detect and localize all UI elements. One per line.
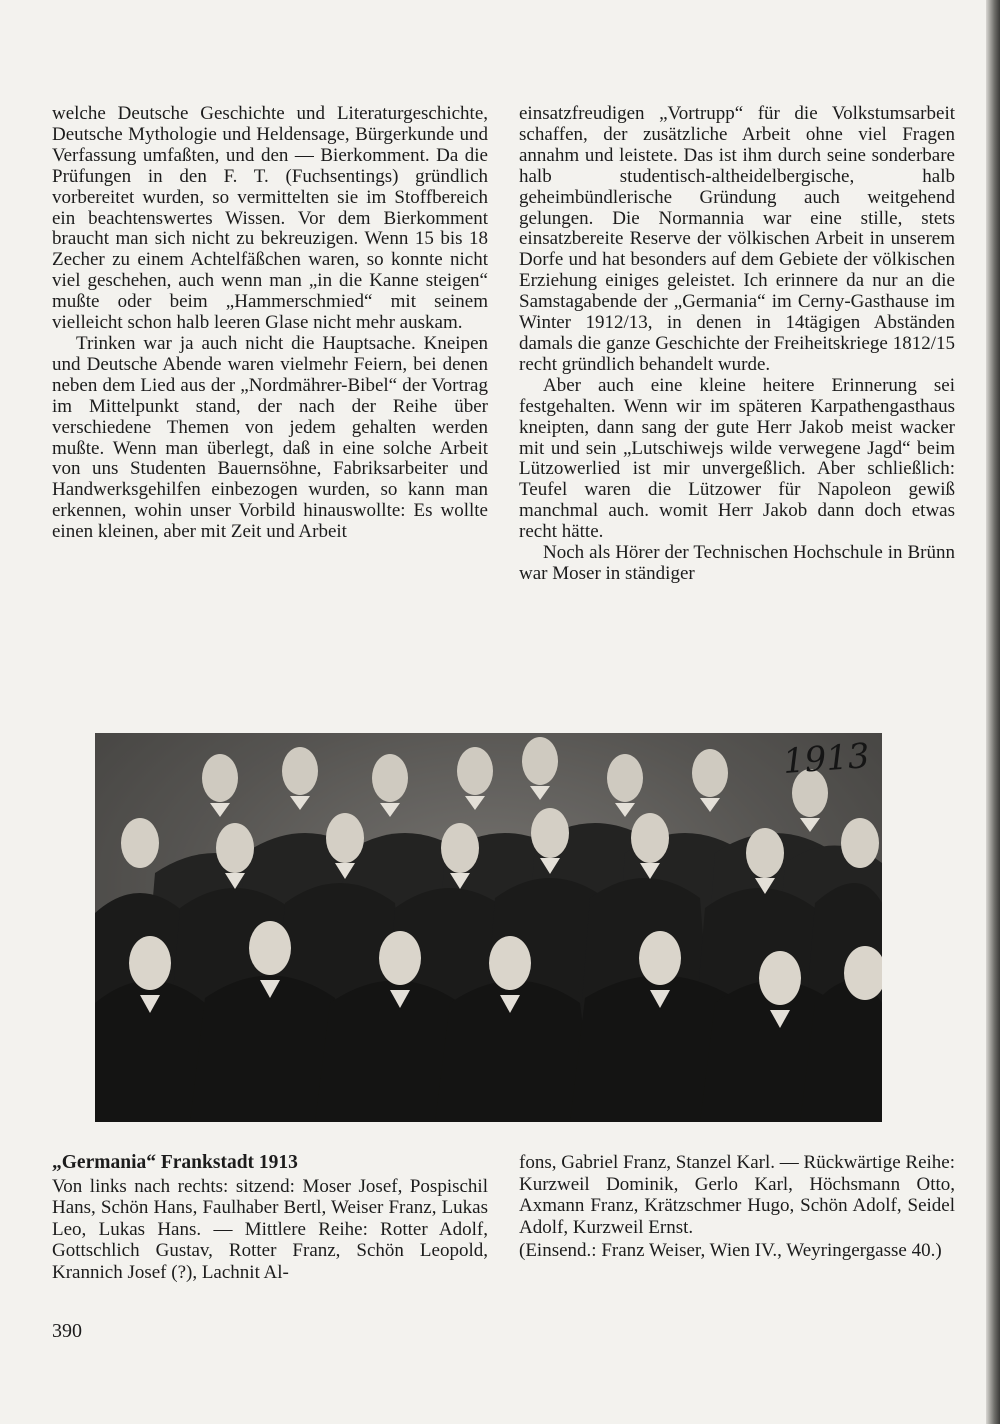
caption-title: „Germania“ Frankstadt 1913 [52, 1152, 298, 1173]
caption-right [519, 1152, 955, 1262]
photo-year-inscription: 1913 [782, 736, 872, 782]
article-column-left [52, 104, 488, 543]
group-photograph [95, 733, 882, 1122]
paragraph: Noch als Hörer der Technischen Hochschule in Brünn war Moser in ständiger [519, 542, 955, 584]
paragraph: einsatzfreudigen „Vortrupp“ für die Volkstumsarbeit schaffen, der zusätzliche Arbeit ohne viel Fragen annahm und leistete. Das ist ihm durch seine sonderbare halb studentisch-altheidelbergische, halb geheimbündlerische Gründung auch weitgehend gelungen. Die Normannia war eine stille, stets einsatzbereite Reserve der völkischen Arbeit in unserem Dorfe und hat besonders auf dem Gebiete der völkischen Erziehung einiges geleistet. Ich erinnere da nur an die Samstagabende der „Germania“ im Cerny-Gasthause im Winter 1912/13, in denen in 14tägigen Abständen damals die ganze Geschichte der Freiheitskriege 1812/15 recht gründlich behandelt wurde. [519, 103, 955, 375]
caption-sender: (Einsend.: Franz Weiser, Wien IV., Weyringergasse 40.) [519, 1240, 942, 1261]
group-photo-illustration [95, 733, 882, 1122]
paragraph: Trinken war ja auch nicht die Hauptsache. Kneipen und Deutsche Abende waren vielmehr Feiern, bei denen neben dem Lied aus der „Nordmährer-Bibel“ der Vortrag im Mittelpunkt stand, der nach der Reihe über verschiedene Themen von jedem gehalten werden mußte. Wenn man überlegt, daß in eine solche Arbeit von uns Studenten Bauernsöhne, Fabriksarbeiter und Handwerksgehilfen einbezogen wurden, so kann man erkennen, wohin unser Vorbild hinauswollte: Es wollte einen kleinen, aber mit Zeit und Arbeit [52, 332, 488, 543]
page-number: 390 [52, 1320, 82, 1342]
article-column-right [519, 104, 955, 585]
caption-text-continued: fons, Gabriel Franz, Stanzel Karl. — Rückwärtige Reihe: Kurzweil Dominik, Gerlo Karl, Höchsmann Otto, Axmann Franz, Krätzschmer Hugo, Schön Adolf, Seidel Adolf, Kurzweil Ernst. [519, 1152, 955, 1238]
page-edge-shadow [986, 0, 1000, 1424]
caption-text: Von links nach rechts: sitzend: Moser Josef, Pospischil Hans, Schön Hans, Faulhaber Bertl, Weiser Franz, Lukas Leo, Lukas Hans. — Mittlere Reihe: Rotter Adolf, Gottschlich Gustav, Rotter Franz, Schön Leopold, Krannich Josef (?), Lachnit Al- [52, 1175, 488, 1283]
caption-left [52, 1152, 488, 1283]
paragraph: welche Deutsche Geschichte und Literaturgeschichte, Deutsche Mythologie und Heldensage, Bürgerkunde und Verfassung umfaßten, und den — Bierkomment. Da die Prüfungen in den F. T. (Fuchsentings) gründlich vorbereitet wurden, so vermittelten sie im Stoffbereich ein beachtenswertes Wissen. Vor dem Bierkomment braucht man sich nicht zu bekreuzigen. Wenn 15 bis 18 Zecher zu einem Achtelfäßchen waren, so konnte nicht viel geschehen, auch wenn man „in die Kanne steigen“ mußte oder beim „Hammerschmied“ mit seinem vielleicht schon halb leeren Glase nicht mehr auskam. [52, 103, 488, 334]
paragraph: Aber auch eine kleine heitere Erinnerung sei festgehalten. Wenn wir im späteren Karpathengasthaus kneipten, dann sang der gute Herr Jakob meist wacker mit und sein „Lutschiwejs wilde verwegene Jagd“ beim Lützowerlied ist mir unvergeßlich. Aber schließlich: Teufel waren die Lützower für Napoleon gewiß manchmal auch. womit Herr Jakob dann doch etwas recht hätte. [519, 374, 955, 543]
